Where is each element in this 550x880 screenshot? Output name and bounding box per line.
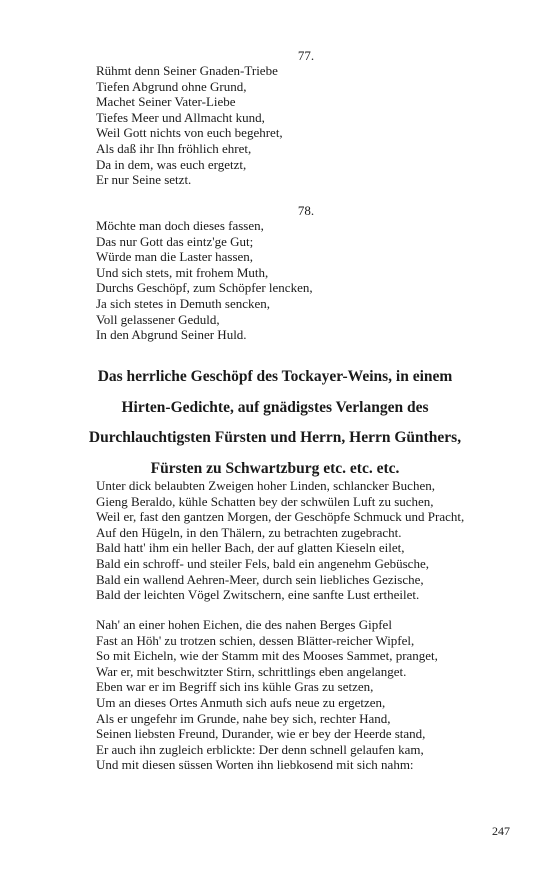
verse-line: Tiefes Meer und Allmacht kund, [96, 109, 265, 125]
page-number: 247 [492, 824, 510, 838]
stanza-78 [96, 203, 516, 343]
verse-line: Unter dick belaubten Zweigen hoher Linden, schlancker Buchen, [96, 478, 435, 493]
verse-line: Das nur Gott das eintz'ge Gut; [96, 233, 254, 249]
verse-line: Und mit diesen süssen Worten ihn liebkosend mit sich nahm: [96, 757, 414, 773]
verse-line: Machet Seiner Vater-Liebe [96, 94, 236, 110]
verse-line: Als er ungefehr im Grunde, nahe bey sich, rechter Hand, [96, 710, 391, 726]
verse-line: Rühmt denn Seiner Gnaden-Triebe [96, 63, 278, 78]
verse-line: So mit Eicheln, wie der Stamm mit des Mooses Sammet, pranget, [96, 648, 438, 664]
verse-line: In den Abgrund Seiner Huld. [96, 327, 247, 343]
verse-paragraph-2 [96, 617, 516, 773]
title-line: Fürsten zu Schwartzburg etc. etc. etc. [150, 459, 400, 477]
verse-line: Bald der leichten Vögel Zwitschern, eine sanfte Lust ertheilet. [96, 587, 420, 603]
verse-line: Fast an Höh' zu trotzen schien, dessen Blätter-reicher Wipfel, [96, 632, 415, 648]
verse-line: Da in dem, was euch ergetzt, [96, 156, 247, 172]
verse-line: War er, mit beschwitzter Stirn, schrittlings eben angelanget. [96, 663, 407, 679]
verse-line: Weil Gott nichts von euch begehret, [96, 125, 283, 141]
verse-line: Voll gelassener Geduld, [96, 311, 220, 327]
verse-line: Durchs Geschöpf, zum Schöpfer lencken, [96, 280, 313, 296]
stanza-number: 78. [297, 203, 315, 218]
verse-line: Gieng Beraldo, kühle Schatten bey der schwülen Luft zu suchen, [96, 493, 434, 509]
poem-title [60, 362, 490, 484]
title-line: Durchlauchtigsten Fürsten und Herrn, Herrn Günthers, [88, 429, 462, 446]
title-line: Das herrliche Geschöpf des Tockayer-Weins, in einem [97, 368, 453, 385]
verse-line: Seinen liebsten Freund, Durander, wie er bey der Heerde stand, [96, 726, 426, 742]
verse-line: Bald ein wallend Aehren-Meer, durch sein liebliches Gezische, [96, 571, 424, 587]
verse-line: Ja sich stetes in Demuth sencken, [96, 295, 271, 311]
verse-line: Würde man die Laster hassen, [96, 249, 254, 265]
verse-line: Auf den Hügeln, in den Thälern, zu betrachten zugebracht. [96, 524, 402, 540]
stanza-77 [96, 48, 516, 188]
stanza-number: 77. [297, 48, 315, 63]
title-line: Hirten-Gedichte, auf gnädigstes Verlangen des [121, 398, 429, 416]
verse-line: Bald ein schroff- und steiler Fels, bald ein angenehm Gebüsche, [96, 555, 429, 571]
verse-line: Weil er, fast den gantzen Morgen, der Geschöpfe Schmuck und Pracht, [96, 509, 465, 525]
verse-line: Er nur Seine setzt. [96, 172, 192, 188]
verse-line: Tiefen Abgrund ohne Grund, [96, 78, 247, 94]
verse-line: Er auch ihn zugleich erblickte: Der denn schnell gelaufen kam, [96, 741, 424, 757]
verse-line: Eben war er im Begriff sich ins kühle Gras zu setzen, [96, 679, 374, 695]
verse-line: Nah' an einer hohen Eichen, die des nahen Berges Gipfel [96, 617, 392, 632]
verse-line: Als daß ihr Ihn fröhlich ehret, [96, 140, 252, 156]
verse-line: Möchte man doch dieses fassen, [96, 218, 264, 233]
verse-paragraph-1 [96, 478, 516, 603]
verse-line: Bald hatt' ihm ein heller Bach, der auf glatten Kieseln eilet, [96, 540, 405, 556]
verse-line: Um an dieses Ortes Anmuth sich aufs neue zu ergetzen, [96, 694, 386, 710]
verse-line: Und sich stets, mit frohem Muth, [96, 264, 269, 280]
